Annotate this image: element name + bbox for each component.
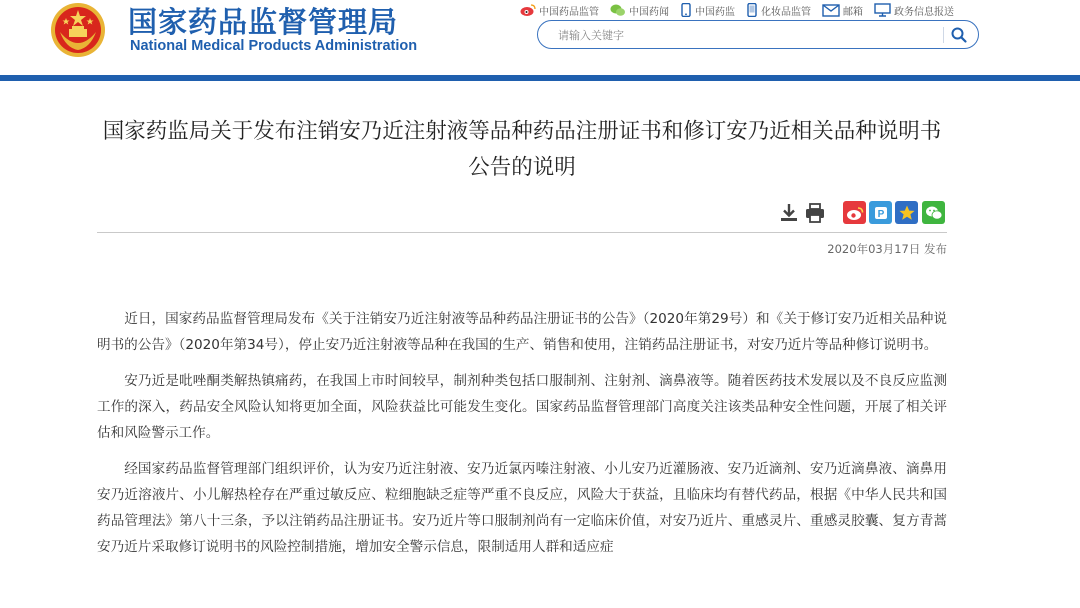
weibo-icon <box>520 3 536 17</box>
top-link-label: 中国药闻 <box>629 6 669 18</box>
top-link-report[interactable] <box>874 3 954 18</box>
mobile-icon <box>746 3 758 17</box>
wechat-icon <box>925 205 943 221</box>
mail-icon <box>822 4 840 17</box>
site-header <box>0 0 1080 80</box>
search-input[interactable] <box>558 26 938 44</box>
top-links <box>520 2 965 18</box>
site-name-en[interactable]: National Medical Products Administration <box>130 38 418 54</box>
qzone-icon <box>873 205 889 221</box>
article-paragraph: 近日，国家药品监督管理局发布《关于注销安乃近注射液等品种药品注册证书的公告》（2020年第29号）和《关于修订安乃近相关品种说明书的公告》（2020年第34号），停止安乃近注射液等品种在我国的生产、销售和使用，注销药品注册证书，对安乃近片等品种修订说明书。 <box>97 311 947 353</box>
wechat-icon <box>610 3 626 17</box>
print-icon[interactable] <box>803 201 827 225</box>
article-title: 国家药监局关于发布注销安乃近注射液等品种药品注册证书和修订安乃近相关品种说明书公告的说明 <box>102 119 942 180</box>
top-link-mail[interactable] <box>822 3 863 18</box>
article-body <box>97 306 947 570</box>
top-link-label: 政务信息报送 <box>894 6 954 18</box>
share-wechat-icon[interactable] <box>922 201 945 224</box>
article-paragraph: 经国家药品监督管理部门组织评价，认为安乃近注射液、安乃近氯丙嗪注射液、小儿安乃近灌肠液、安乃近滴剂、安乃近滴鼻液、滴鼻用安乃近溶液片、小儿解热栓存在严重过敏反应、粒细胞缺乏症等严重不良反应，风险大于获益，且临床均有替代药品，根据《中华人民共和国药品管理法》第八十三条，予以注销药品注册证书。安乃近片等口服制剂尚有一定临床价值，对安乃近片、重感灵片、重感灵胶囊、复方青蒿安乃近片采取修订说明书的风险控制措施，增加安全警示信息，限制适用人群和适应症 <box>97 461 947 555</box>
article-divider <box>97 232 947 233</box>
star-icon <box>898 204 916 222</box>
top-link-label: 化妆品监管 <box>761 6 811 18</box>
top-link-wechat[interactable] <box>610 3 669 18</box>
svg-text:P: P <box>877 208 884 220</box>
share-qzone-icon[interactable] <box>869 201 892 224</box>
header-divider-bar <box>0 75 1080 81</box>
national-emblem-icon[interactable] <box>50 2 106 58</box>
top-link-mobile[interactable] <box>746 3 811 18</box>
share-favorite-icon[interactable] <box>895 201 918 224</box>
publish-date: 2020年03月17日 发布 <box>827 242 947 256</box>
top-link-label: 中国药品监管 <box>539 6 599 18</box>
article-paragraph: 安乃近是吡唑酮类解热镇痛药，在我国上市时间较早，制剂种类包括口服制剂、注射剂、滴鼻液等。随着医药技术发展以及不良反应监测工作的深入，药品安全风险认知将更加全面，风险获益比可能发生变化。国家药品监督管理部门高度关注该类品种安全性问题，开展了相关评估和风险警示工作。 <box>97 373 947 441</box>
phone-icon <box>680 3 692 17</box>
search-icon[interactable] <box>950 26 968 44</box>
download-icon[interactable] <box>777 201 801 225</box>
top-link-phone[interactable] <box>680 3 735 18</box>
top-link-weibo[interactable] <box>520 3 599 18</box>
article-tools <box>97 201 947 225</box>
site-name-cn[interactable]: 国家药品监督管理局 <box>128 5 399 39</box>
monitor-icon <box>874 3 891 17</box>
search-box <box>537 20 979 49</box>
top-link-label: 中国药监 <box>695 6 735 18</box>
top-link-label: 邮箱 <box>843 6 863 18</box>
weibo-icon <box>846 205 864 221</box>
share-weibo-icon[interactable] <box>843 201 866 224</box>
search-divider <box>943 27 944 43</box>
